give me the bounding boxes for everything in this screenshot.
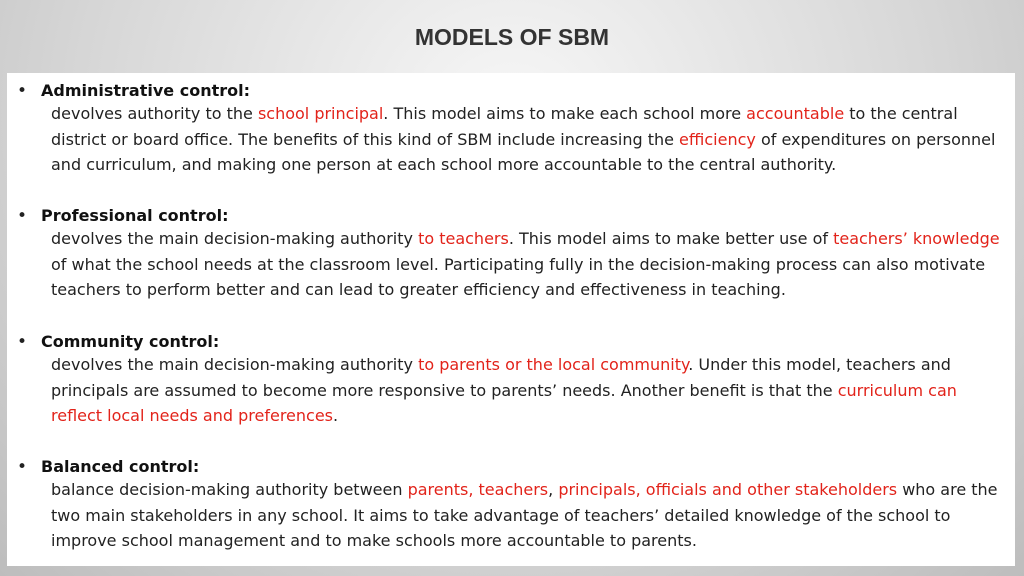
highlighted-text: parents, teachers	[407, 480, 549, 499]
body-text: . This model aims to make each school more	[383, 104, 747, 123]
section-body	[51, 226, 1007, 303]
section-administrative-control	[17, 81, 1007, 178]
slide-title: MODELS OF SBM	[414, 24, 610, 50]
section-professional-control	[17, 206, 1007, 303]
section-balanced-control	[17, 457, 1007, 554]
body-text: of what the school needs at the classroom level. Participating fully in the decision-making process can also motivate teachers to perform better and can lead to greater efficiency and effectiveness in teaching.	[51, 254, 986, 299]
section-body	[51, 352, 1007, 429]
highlighted-text: accountable	[746, 104, 845, 123]
highlighted-text: to parents or the local community	[418, 355, 689, 374]
content-panel	[7, 73, 1015, 566]
body-text: devolves authority to the	[51, 104, 258, 123]
highlighted-text: school principal	[257, 104, 384, 123]
bullet-icon: •	[17, 457, 28, 477]
body-text: devolves the main decision-making authority	[51, 355, 419, 374]
section-community-control	[17, 332, 1007, 429]
highlighted-text: principals, officials and other stakeholders	[558, 480, 898, 499]
bullet-icon: •	[17, 81, 28, 101]
body-text: devolves the main decision-making authority	[51, 229, 419, 248]
body-text: . Under this model, teachers and principals are assumed to become more responsive to parents’ needs. Another benefit is that the	[51, 355, 951, 400]
section-heading: Administrative control:	[41, 81, 250, 100]
highlighted-text: curriculum can reflect local needs and preferences	[51, 380, 957, 425]
highlighted-text: teachers’ knowledge	[833, 229, 1000, 248]
section-heading: Balanced control:	[41, 457, 200, 476]
body-text: balance decision-making authority between	[51, 480, 408, 499]
section-body	[51, 477, 1007, 554]
bullet-icon: •	[17, 332, 28, 352]
section-heading: Community control:	[41, 332, 220, 351]
highlighted-text: to teachers	[418, 229, 509, 248]
bullet-icon: •	[17, 206, 28, 226]
body-text: .	[333, 406, 339, 425]
body-text: of expenditures on personnel and curriculum, and making one person at each school more accountable to the central authority.	[51, 129, 996, 174]
highlighted-text: efficiency	[679, 129, 756, 149]
body-text: who are the two main stakeholders in any school. It aims to take advantage of teachers’ detailed knowledge of the school to improve school management and to make schools more accountable to parents.	[51, 480, 998, 550]
body-text: ,	[548, 480, 559, 499]
section-body	[51, 101, 1007, 178]
section-heading: Professional control:	[41, 206, 229, 225]
body-text: . This model aims to make better use of	[508, 229, 834, 248]
body-text: to the central district or board office. The benefits of this kind of SBM include increasing the	[51, 104, 958, 149]
